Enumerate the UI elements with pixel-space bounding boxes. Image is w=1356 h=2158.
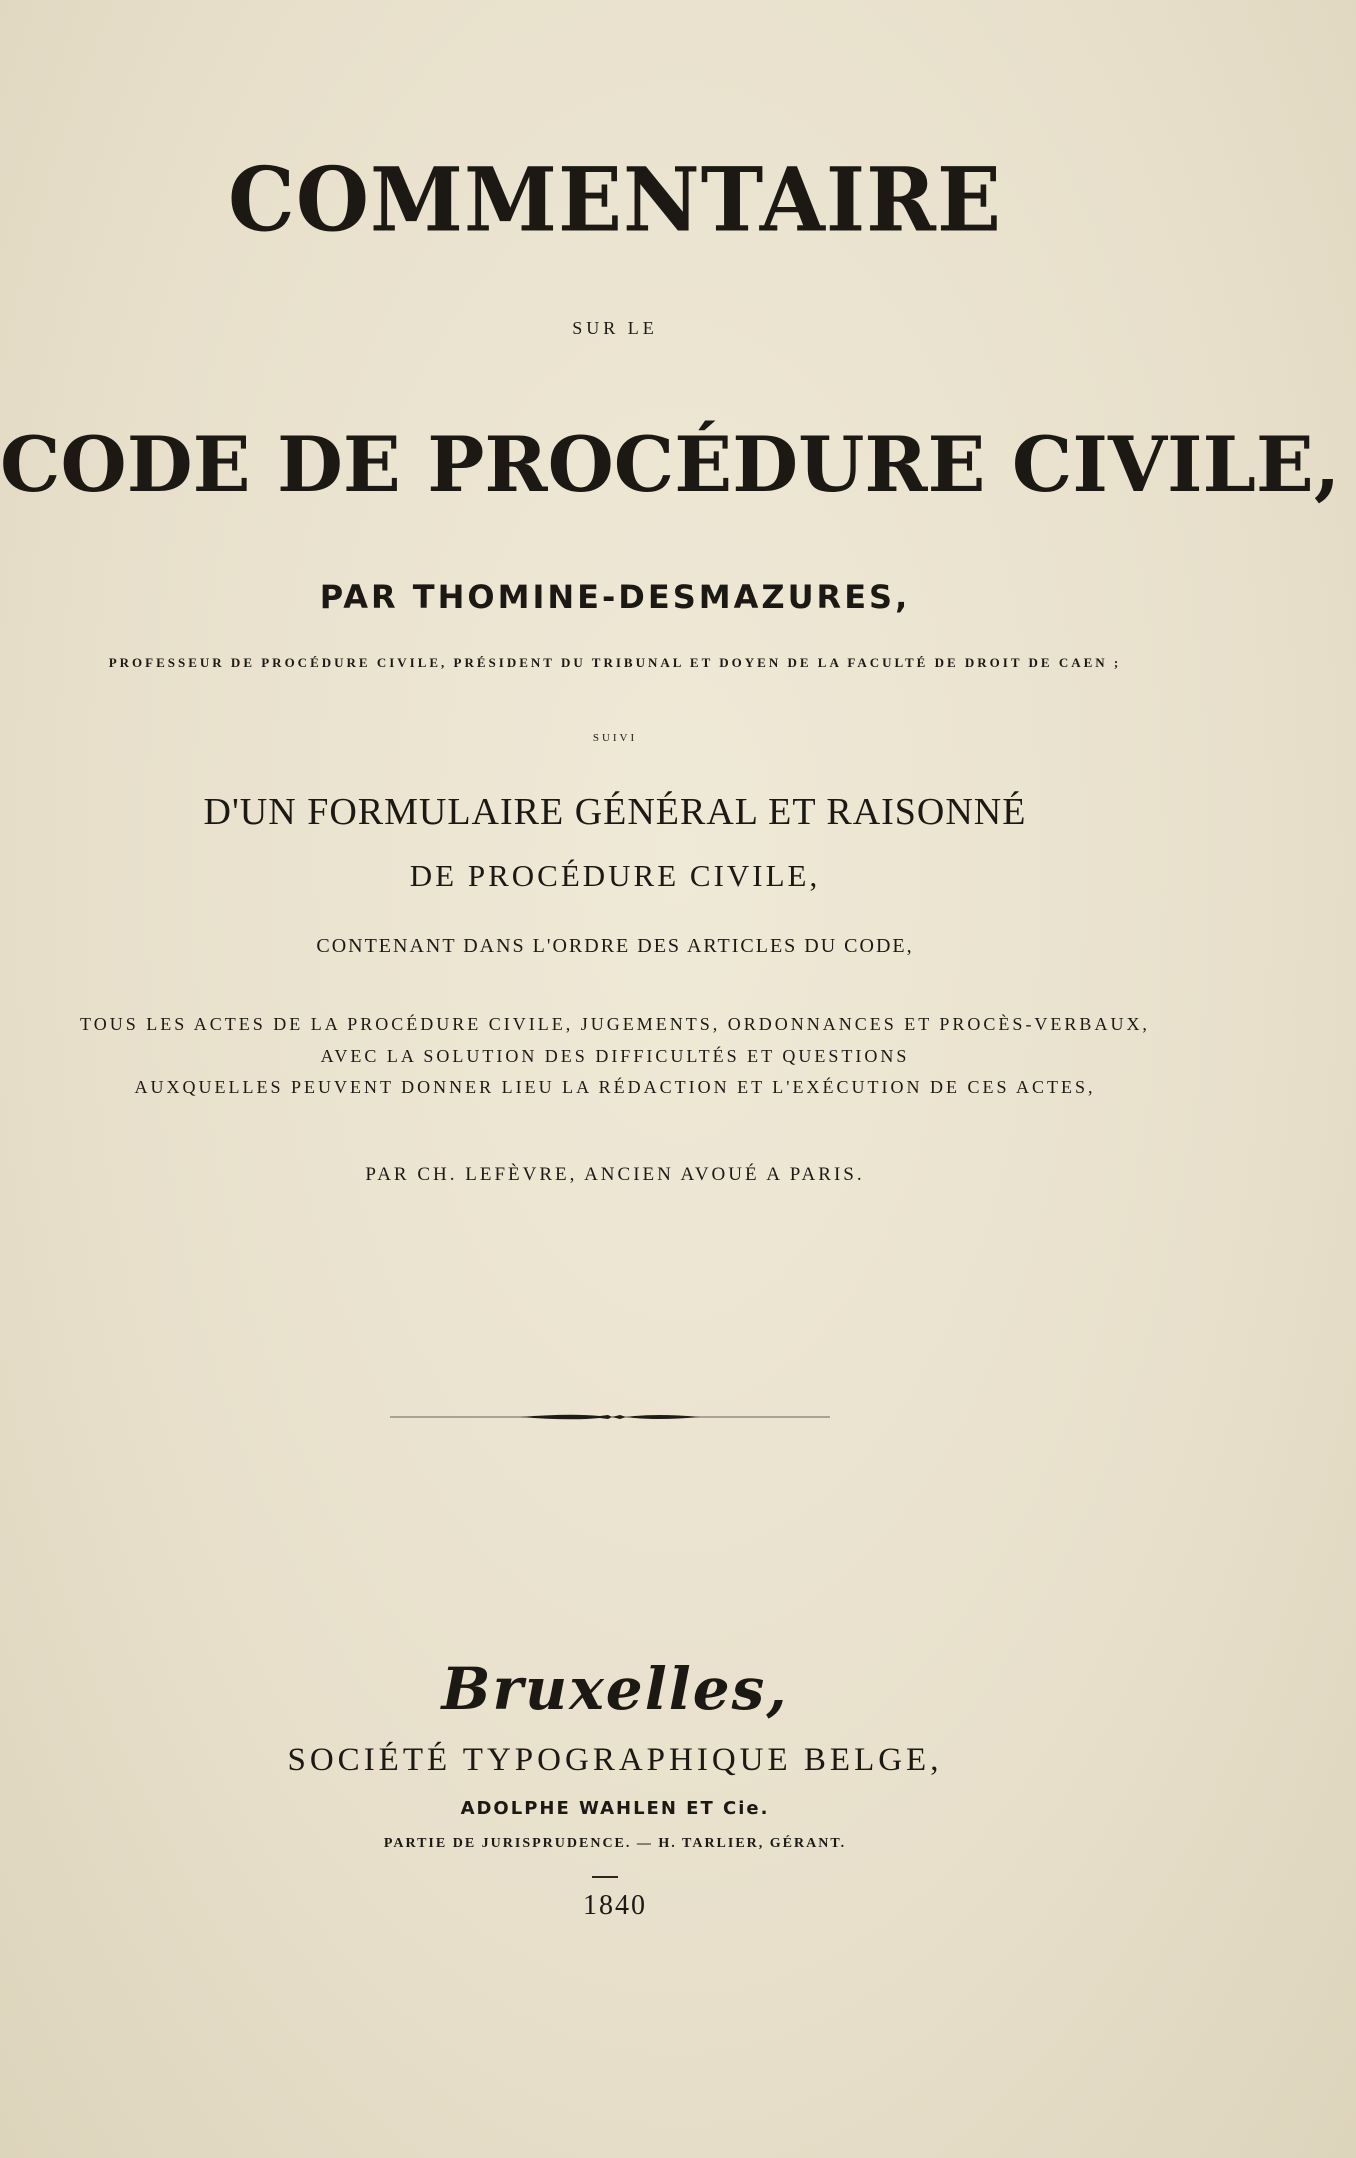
suivi-line: SUIVI (592, 732, 638, 744)
small-divider (592, 1876, 618, 1878)
publication-year: 1840 (583, 1890, 647, 1921)
rule-ornament-icon (390, 1412, 830, 1422)
author-description: PROFESSEUR DE PROCÉDURE CIVILE, PRÉSIDENT DU TRIBUNAL ET DOYEN DE LA FACULTÉ DE DROIT DE CAEN ; (108, 655, 1122, 670)
publisher-partner: ADOLPHE WAHLEN ET Cie. (460, 1798, 770, 1819)
tous-les-actes-line: TOUS LES ACTES DE LA PROCÉDURE CIVILE, JUGEMENTS, ORDONNANCES ET PROCÈS-VERBAUX, (80, 1014, 1150, 1034)
contenant-line: CONTENANT DANS L'ORDRE DES ARTICLES DU CODE, (316, 935, 914, 957)
code-title: CODE DE PROCÉDURE CIVILE, (0, 420, 1341, 509)
avec-solution-line: AVEC LA SOLUTION DES DIFFICULTÉS ET QUESTIONS (320, 1046, 910, 1066)
publisher-name: SOCIÉTÉ TYPOGRAPHIQUE BELGE, (287, 1742, 943, 1778)
de-procedure-line: DE PROCÉDURE CIVILE, (409, 858, 821, 893)
main-title: COMMENTAIRE (227, 147, 1002, 252)
publisher-division: PARTIE DE JURISPRUDENCE. — H. TARLIER, GÉRANT. (383, 1836, 847, 1851)
imprint-city: Bruxelles, (441, 1655, 789, 1723)
sur-le-line: SUR LE (572, 318, 658, 338)
auxquelles-line: AUXQUELLES PEUVENT DONNER LIEU LA RÉDACTION ET L'EXÉCUTION DE CES ACTES, (134, 1077, 1096, 1097)
author-line: PAR THOMINE-DESMAZURES, (319, 578, 911, 616)
second-author-line: PAR CH. LEFÈVRE, ANCIEN AVOUÉ A PARIS. (365, 1164, 865, 1185)
formulaire-line: D'UN FORMULAIRE GÉNÉRAL ET RAISONNÉ (203, 791, 1027, 833)
